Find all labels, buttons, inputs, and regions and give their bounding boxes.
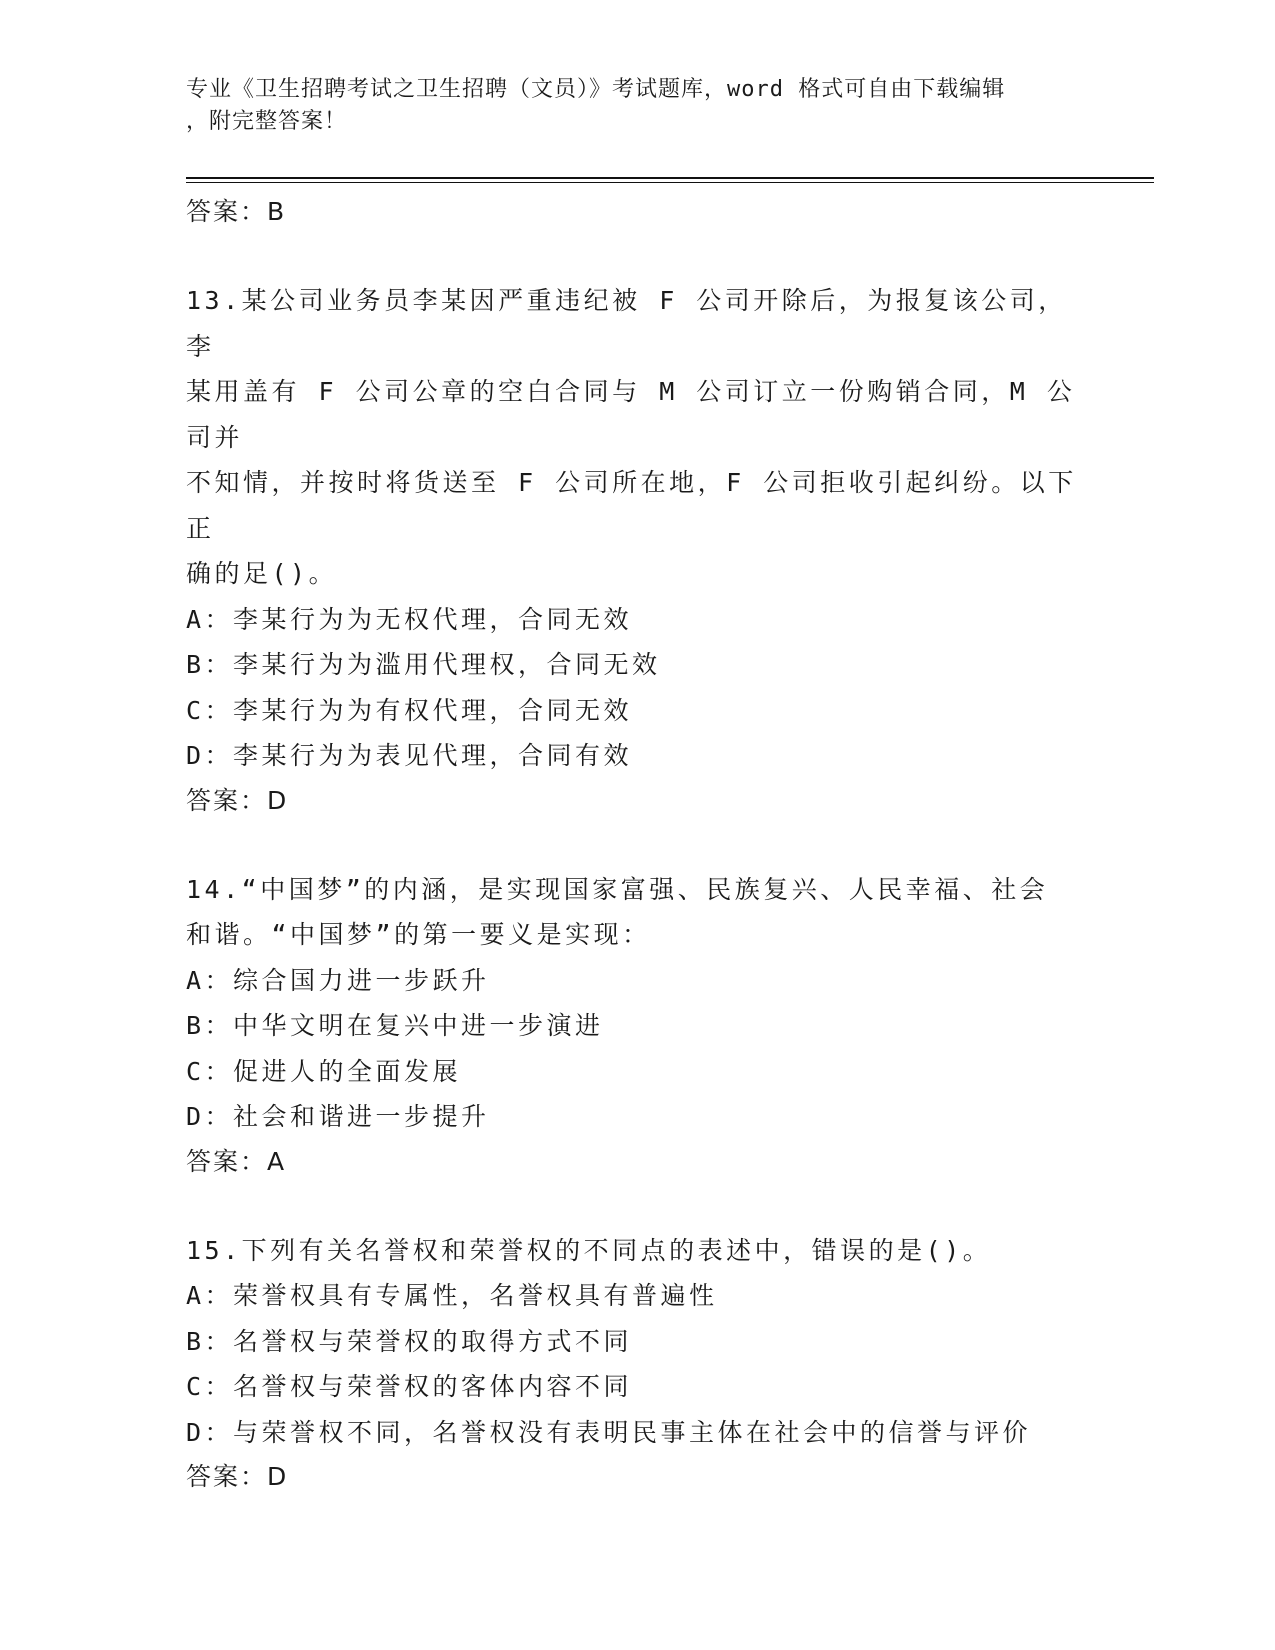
option-b: B：名誉权与荣誉权的取得方式不同 <box>186 1326 633 1356</box>
question-text-line: 和谐。“中国梦”的第一要义是实现： <box>186 920 651 949</box>
option-a: A：荣誉权具有专属性，名誉权具有普遍性 <box>186 1281 718 1310</box>
question-15 <box>186 1228 1086 1500</box>
option-c: C：促进人的全面发展 <box>186 1056 462 1086</box>
question-text-line: 14.“中国梦”的内涵，是实现国家富强、民族复兴、人民幸福、社会 <box>186 874 1049 904</box>
option-a: A：李某行为为无权代理，合同无效 <box>186 604 633 634</box>
question-14 <box>186 867 1086 1184</box>
question-13 <box>186 278 1086 823</box>
answer-15: 答案：D <box>186 1462 289 1491</box>
answer-14: 答案：A <box>186 1146 287 1176</box>
option-a: A：综合国力进一步跃升 <box>186 965 490 995</box>
document-body <box>186 190 1086 1499</box>
option-b: B：中华文明在复兴中进一步演进 <box>186 1011 604 1040</box>
option-b: B：李某行为为滥用代理权，合同无效 <box>186 650 661 679</box>
header-line-1: 专业《卫生招聘考试之卫生招聘（文员）》考试题库，word 格式可自由下载编辑 <box>186 77 1006 102</box>
answer-12: 答案：B <box>186 197 287 226</box>
question-text-line: 确的足()。 <box>186 559 338 588</box>
answer-13: 答案：D <box>186 785 289 815</box>
question-text-line: 15.下列有关名誉权和荣誉权的不同点的表述中，错误的是()。 <box>186 1235 992 1265</box>
question-text-line: 不知情，并按时将货送至 F 公司所在地，F 公司拒收引起纠纷。以下正 <box>186 468 1077 543</box>
question-text-line: 13.某公司业务员李某因严重违纪被 F 公司开除后，为报复该公司，李 <box>186 286 1067 361</box>
option-d: D：社会和谐进一步提升 <box>186 1102 490 1131</box>
option-c: C：名誉权与荣誉权的客体内容不同 <box>186 1372 633 1401</box>
option-d: D：与荣誉权不同，名誉权没有表明民事主体在社会中的信誉与评价 <box>186 1417 1032 1447</box>
page-header <box>186 74 1066 138</box>
header-divider-thin <box>186 182 1154 183</box>
header-line-2: ，附完整答案！ <box>186 109 348 134</box>
header-divider-thick <box>186 177 1154 179</box>
option-c: C：李某行为为有权代理，合同无效 <box>186 695 633 725</box>
option-d: D：李某行为为表见代理，合同有效 <box>186 741 633 770</box>
question-text-line: 某用盖有 F 公司公章的空白合同与 M 公司订立一份购销合同，M 公司并 <box>186 377 1076 452</box>
